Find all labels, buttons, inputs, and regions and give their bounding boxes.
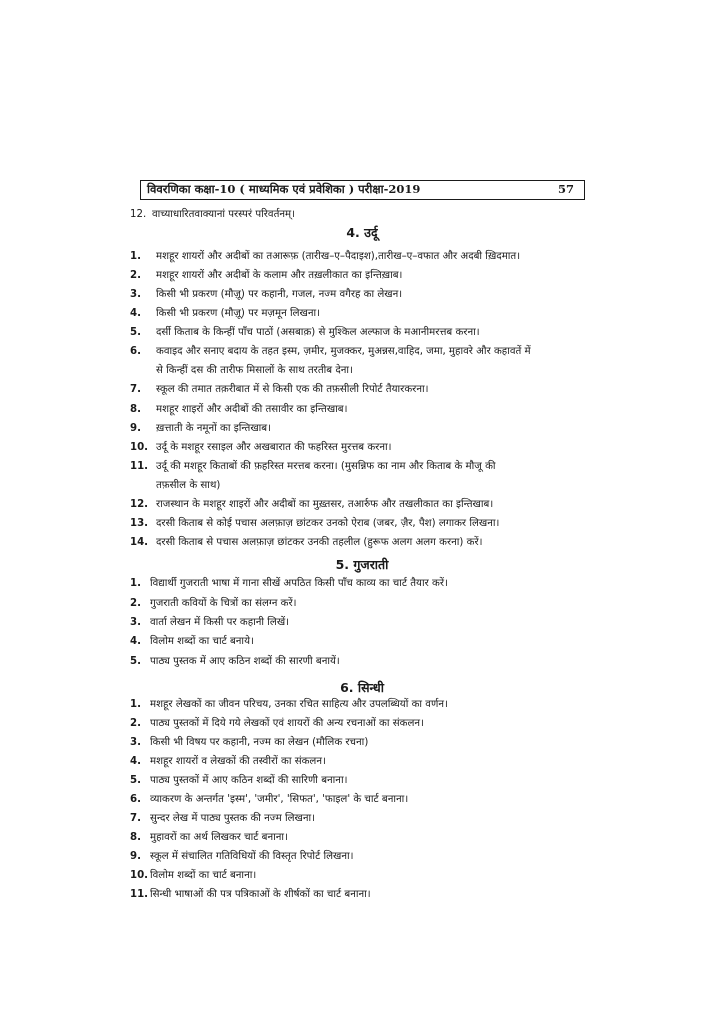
item-number: 2. [130, 718, 141, 729]
item-number: 12. [130, 209, 147, 220]
item-text: मशहूर शाइरों और अदीबों की तसावीर का इन्तिखाब। [156, 404, 348, 415]
list-item [130, 812, 315, 826]
item-text: सुन्दर लेख में पाठ्य पुस्तक की नज्म लिखना। [150, 813, 315, 824]
item-text: कवाइद और सनाए बदाय के तहत इस्म, ज़मीर, मुजक्कर, मुअन्नस,वाहिद, जमा, मुहावरे और कहावतें में [156, 346, 531, 357]
list-item [130, 831, 288, 845]
list-item [130, 755, 326, 769]
page-header [140, 180, 585, 200]
item-text: मशहूर लेखकों का जीवन परिचय, उनका रचित साहित्य और उपलब्धियों का वर्णन। [150, 699, 448, 710]
item-text: स्कूल में संचालित गतिविधियों की विस्तृत रिपोर्ट लिखना। [150, 851, 354, 862]
section-heading-urdu: 4. उर्दू [346, 225, 378, 240]
item-text: ख़त्ताती के नमूनों का इन्तिखाब। [156, 423, 271, 434]
list-item [130, 498, 493, 512]
item-text: सिन्धी भाषाओं की पत्र पत्रिकाओं के शीर्षकों का चार्ट बनाना। [150, 889, 371, 900]
item-text: किसी भी विषय पर कहानी, नज्म का लेखन (मौलिक रचना) [150, 737, 369, 748]
list-item [130, 793, 408, 807]
item-number: 1. [130, 251, 141, 262]
item-number: 3. [130, 617, 141, 628]
item-text: विद्यार्थी गुजराती भाषा में गाना सीखें अपठित किसी पाँच काव्य का चार्ट तैयार करें। [150, 578, 448, 589]
list-item [130, 208, 295, 222]
list-item [130, 460, 496, 474]
item-number: 9. [130, 423, 141, 434]
item-text: वार्ता लेखन में किसी पर कहानी लिखें। [150, 617, 290, 628]
item-number: 2. [130, 598, 141, 609]
item-text: दरसी किताब से पचास अलफ़ाज़ छांटकर उनकी तहलील (हुरूफ अलग अलग करना) करें। [156, 537, 483, 548]
item-text: उर्दू की मशहूर किताबों की फ़हरिस्त मरत्तब करना। (मुसन्निफ का नाम और किताब के मौजू की [156, 461, 496, 472]
item-text: विलोम शब्दों का चार्ट बनाना। [150, 870, 257, 881]
list-item [130, 774, 347, 788]
list-item [130, 269, 402, 283]
item-number: 8. [130, 832, 141, 843]
list-item [130, 698, 448, 712]
list-item [130, 597, 296, 611]
item-number: 1. [130, 578, 141, 589]
item-number: 4. [130, 308, 141, 319]
list-item [130, 869, 256, 883]
item-number: 7. [130, 813, 141, 824]
list-item [130, 850, 353, 864]
section-heading-sindhi: 6. सिन्धी [340, 680, 384, 695]
item-text-continuation: तफ़सील के साथ) [156, 480, 221, 491]
item-text: मशहूर शायरों और अदीबों का तआरूफ़ (तारीख–ए–पैदाइश),तारीख–ए–वफात और अदबी ख़िदमात। [156, 251, 521, 262]
item-number: 10. [130, 442, 149, 453]
item-number: 5. [130, 327, 141, 338]
item-text: पाठ्य पुस्तकों में दिये गये लेखकों एवं शायरों की अन्य रचनाओं का संकलन। [150, 718, 424, 729]
list-item [130, 577, 448, 591]
list-item [130, 655, 340, 669]
item-text: मशहूर शायरों और अदीबों के कलाम और तख़लीकात का इन्तिख़ाब। [156, 270, 403, 281]
item-text: व्याकरण के अन्तर्गत 'इस्म', 'जमीर', 'सिफत', 'फाइल' के चार्ट बनाना। [150, 794, 409, 805]
section-heading-gujarati: 5. गुजराती [335, 557, 389, 572]
item-number: 5. [130, 656, 141, 667]
item-number: 4. [130, 636, 141, 647]
item-number: 2. [130, 270, 141, 281]
list-item [130, 635, 254, 649]
item-number: 8. [130, 404, 141, 415]
list-item [130, 250, 520, 264]
item-text-continuation: से किन्हीं दस की तारीफ मिसालों के साथ तरतीब देना। [156, 365, 353, 376]
item-number: 6. [130, 794, 141, 805]
item-number: 11. [130, 889, 149, 900]
item-text: मशहूर शायरों व लेखकों की तस्वीरों का संकलन। [150, 756, 326, 767]
list-item [130, 326, 480, 340]
list-item [130, 288, 402, 302]
item-text: दर्सी किताब के किन्हीं पाँच पाठों (असबाक़) से मुश्किल अल्फाज के मआनीमरत्तब करना। [156, 327, 480, 338]
list-item [130, 345, 531, 359]
item-number: 11. [130, 461, 149, 472]
list-item [130, 888, 371, 902]
item-text: गुजराती कवियों के चित्रों का संलग्न करें। [150, 598, 297, 609]
list-item [130, 441, 392, 455]
list-item [130, 536, 482, 550]
list-item [130, 307, 320, 321]
page-number: 57 [557, 182, 574, 196]
item-number: 3. [130, 289, 141, 300]
list-item [130, 403, 347, 417]
item-number: 13. [130, 518, 149, 529]
item-text: किसी भी प्रकरण (मौज़ू) पर कहानी, गजल, नज्म वगैरह का लेखन। [156, 289, 403, 300]
item-text: उर्दू के मशहूर रसाइल और अखबारात की फहरिस्त मुरत्तब करना। [156, 442, 392, 453]
item-number: 9. [130, 851, 141, 862]
item-number: 7. [130, 384, 141, 395]
item-number: 4. [130, 756, 141, 767]
item-number: 12. [130, 499, 149, 510]
header-title: विवरणिका कक्षा-10 ( माध्यमिक एवं प्रवेशिका ) परीक्षा-2019 [147, 182, 421, 196]
item-number: 6. [130, 346, 141, 357]
item-text: मुहावरों का अर्थ लिखकर चार्ट बनाना। [150, 832, 288, 843]
list-item [130, 717, 424, 731]
list-item [130, 736, 368, 750]
list-item [130, 616, 289, 630]
list-item [130, 383, 428, 397]
item-text: वाच्याधारितवाक्यानां परस्परं परिवर्तनम्। [152, 209, 296, 220]
item-number: 14. [130, 537, 149, 548]
list-item [130, 422, 271, 436]
item-text: स्कूल की तमात तक़रीबात में से किसी एक की तफ़सीली रिपोर्ट तैयारकरना। [156, 384, 429, 395]
item-text: पाठ्य पुस्तकों में आए कठिन शब्दों की सारिणी बनाना। [150, 775, 348, 786]
item-number: 3. [130, 737, 141, 748]
item-text: पाठ्य पुस्तक में आए कठिन शब्दों की सारणी बनायें। [150, 656, 340, 667]
item-text: दरसी किताब से कोई पचास अलफ़ाज़ छांटकर उनको ऐराब (जबर, ज़ैर, पैश) लगाकर लिखना। [156, 518, 500, 529]
item-number: 5. [130, 775, 141, 786]
list-item [130, 517, 499, 531]
item-number: 10. [130, 870, 149, 881]
item-text: राजस्थान के मशहूर शाइरों और अदीबों का मुख़्तसर, तआर्रुफ और तखलीकात का इन्तिखाब। [156, 499, 494, 510]
item-text: किसी भी प्रकरण (मौज़ू) पर मज़मून लिखना। [156, 308, 320, 319]
item-text: विलोम शब्दों का चार्ट बनाये। [150, 636, 254, 647]
item-number: 1. [130, 699, 141, 710]
